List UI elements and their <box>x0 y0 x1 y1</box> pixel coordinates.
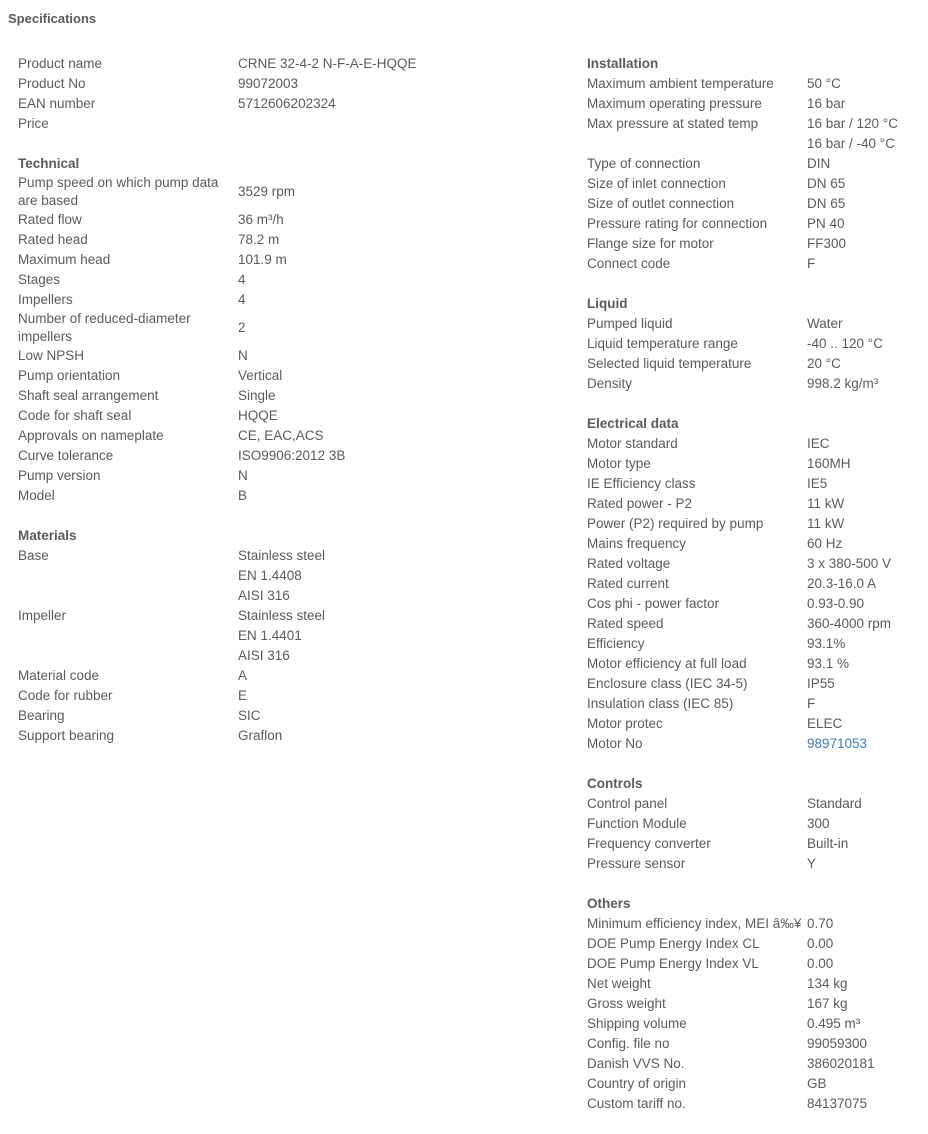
spec-value-line: 101.9 m <box>238 252 287 267</box>
spec-row-motor-type <box>587 454 922 474</box>
spec-row-gross-weight <box>587 994 922 1014</box>
spec-value <box>238 54 538 74</box>
spec-label: Power (P2) required by pump <box>587 516 764 531</box>
spec-label: Rated speed <box>587 616 664 631</box>
spec-value <box>807 834 922 854</box>
spec-label: Stages <box>18 272 61 287</box>
spec-row-liquid-temperature-range <box>587 334 922 354</box>
spec-value <box>807 214 922 234</box>
spec-row-function-module <box>587 814 922 834</box>
spec-label: IE Efficiency class <box>587 476 696 491</box>
spec-value-line: EN 1.4401 <box>238 628 302 643</box>
spec-label: Approvals on nameplate <box>18 428 164 443</box>
spec-label: Mains frequency <box>587 536 687 551</box>
spec-value-line: A <box>238 668 248 683</box>
spec-label: Custom tariff no. <box>587 1096 686 1111</box>
spec-value-line: ISO9906:2012 3B <box>238 448 346 463</box>
spec-value-line: 99059300 <box>807 1036 868 1051</box>
spec-value-line: 11 kW <box>807 516 845 531</box>
spec-value <box>238 182 538 202</box>
spec-label: DOE Pump Energy Index VL <box>587 956 759 971</box>
spec-value-line: 16 bar / 120 °C <box>807 116 898 131</box>
spec-row-mains-frequency <box>587 534 922 554</box>
spec-row-motor-efficiency-at-full-load <box>587 654 922 674</box>
spec-value-line: AISI 316 <box>238 588 290 603</box>
spec-label: Gross weight <box>587 996 666 1011</box>
spec-value <box>238 114 538 134</box>
spec-value <box>807 614 922 634</box>
spec-row-code-for-rubber <box>18 686 538 706</box>
spec-label: Code for rubber <box>18 688 113 703</box>
spec-row-efficiency <box>587 634 922 654</box>
spec-value-line: DN 65 <box>807 196 846 211</box>
spec-row-motor-standard <box>587 434 922 454</box>
spec-row-density <box>587 374 922 394</box>
spec-value <box>807 374 922 394</box>
spec-value-line: 3 x 380-500 V <box>807 556 892 571</box>
spec-value <box>807 494 922 514</box>
spec-row-stages <box>18 270 538 290</box>
page-title: Specifications <box>8 11 97 26</box>
spec-value <box>238 318 538 338</box>
spec-row-approvals-on-nameplate <box>18 426 538 446</box>
spec-label: Pressure sensor <box>587 856 686 871</box>
spec-row-rated-head <box>18 230 538 250</box>
spec-row-rated-current <box>587 574 922 594</box>
spec-value-line: 4 <box>238 272 246 287</box>
spec-row-pump-speed-on-which-pump-data-are-based <box>18 174 538 210</box>
spec-row-connect-code <box>587 254 922 274</box>
spec-value-line: 386020181 <box>807 1056 875 1071</box>
spec-label: Net weight <box>587 976 651 991</box>
spec-row-rated-flow <box>18 210 538 230</box>
spec-value <box>807 634 922 654</box>
spec-value-line: 78.2 m <box>238 232 280 247</box>
spec-value-line: 36 m³/h <box>238 212 284 227</box>
spec-value <box>807 654 922 674</box>
spec-value <box>238 386 538 406</box>
spec-label: Size of inlet connection <box>587 176 726 191</box>
section-title: Liquid <box>587 296 628 311</box>
spec-value-line: 20.3-16.0 A <box>807 576 877 591</box>
spec-value-line: 3529 rpm <box>238 184 296 199</box>
spec-value-line: 300 <box>807 816 830 831</box>
section-title: Electrical data <box>587 416 679 431</box>
spec-value-line: 99072003 <box>238 76 299 91</box>
spec-label: Motor No <box>587 736 643 751</box>
spec-row-doe-pump-energy-index-cl <box>587 934 922 954</box>
spec-value-line: 0.00 <box>807 956 834 971</box>
spec-value <box>807 734 922 754</box>
spec-row-control-panel <box>587 794 922 814</box>
spec-label: Country of origin <box>587 1076 687 1091</box>
spec-label: Product name <box>18 56 103 71</box>
spec-value-line: DIN <box>807 156 831 171</box>
spec-value <box>807 974 922 994</box>
spec-row-flange-size-for-motor <box>587 234 922 254</box>
spec-value <box>807 574 922 594</box>
spec-row-motor-protec <box>587 714 922 734</box>
spec-label: Motor type <box>587 456 651 471</box>
right-spec-column <box>587 54 922 1134</box>
spec-row-ean-number <box>18 94 538 114</box>
spec-value <box>807 1034 922 1054</box>
spec-value-line: CRNE 32-4-2 N-F-A-E-HQQE <box>238 56 417 71</box>
spec-row-danish-vvs-no <box>587 1054 922 1074</box>
spec-label: Enclosure class (IEC 34-5) <box>587 676 748 691</box>
spec-value <box>807 994 922 1014</box>
spec-value <box>807 234 922 254</box>
spec-value-line: Y <box>807 856 817 871</box>
spec-value <box>807 154 922 174</box>
spec-value <box>238 446 538 466</box>
spec-row-power-p2-required-by-pump <box>587 514 922 534</box>
spec-label: Control panel <box>587 796 668 811</box>
spec-label: Type of connection <box>587 156 701 171</box>
spec-value <box>807 254 922 274</box>
spec-row-maximum-head <box>18 250 538 270</box>
spec-row-config-file-no <box>587 1034 922 1054</box>
spec-value <box>807 554 922 574</box>
spec-label: Maximum ambient temperature <box>587 76 774 91</box>
spec-value-line: 93.1% <box>807 636 846 651</box>
spec-label: Config. file no <box>587 1036 670 1051</box>
spec-value <box>807 934 922 954</box>
spec-value <box>238 466 538 486</box>
spec-label: Rated flow <box>18 212 82 227</box>
spec-value-line: SIC <box>238 708 261 723</box>
spec-value-line: 16 bar <box>807 96 846 111</box>
spec-value-line: Vertical <box>238 368 283 383</box>
spec-value-line: 167 kg <box>807 996 848 1011</box>
spec-value <box>238 210 538 230</box>
spec-label: EAN number <box>18 96 96 111</box>
spec-value <box>807 534 922 554</box>
spec-row-product-name <box>18 54 538 74</box>
spec-row-frequency-converter <box>587 834 922 854</box>
spec-row-impellers <box>18 290 538 310</box>
spec-row-insulation-class-iec-85 <box>587 694 922 714</box>
spec-row-ie-efficiency-class <box>587 474 922 494</box>
spec-value <box>238 726 538 746</box>
spec-value <box>807 74 922 94</box>
spec-value-line: Stainless steel <box>238 608 326 623</box>
spec-value-line: CE, EAC,ACS <box>238 428 324 443</box>
spec-value-line: Graflon <box>238 728 283 743</box>
spec-row-base <box>18 546 538 606</box>
spec-value-line: E <box>238 688 248 703</box>
spec-value-line: Stainless steel <box>238 548 326 563</box>
spec-row-doe-pump-energy-index-vl <box>587 954 922 974</box>
spec-label: Material code <box>18 668 100 683</box>
section-title: Installation <box>587 56 659 71</box>
spec-value <box>807 174 922 194</box>
spec-value-line: FF300 <box>807 236 847 251</box>
spec-label: Flange size for motor <box>587 236 714 251</box>
spec-value-line: 360-4000 rpm <box>807 616 892 631</box>
spec-value-line: N <box>238 468 248 483</box>
spec-value <box>807 474 922 494</box>
spec-label: Support bearing <box>18 728 115 743</box>
spec-label: Selected liquid temperature <box>587 356 752 371</box>
spec-row-support-bearing <box>18 726 538 746</box>
spec-label: Size of outlet connection <box>587 196 735 211</box>
spec-value <box>807 1054 922 1074</box>
spec-value <box>807 794 922 814</box>
spec-value-line: 998.2 kg/m³ <box>807 376 879 391</box>
spec-value <box>807 1074 922 1094</box>
spec-value-line: 93.1 % <box>807 656 850 671</box>
spec-value <box>807 514 922 534</box>
spec-value <box>238 706 538 726</box>
spec-label: Density <box>587 376 633 391</box>
spec-row-number-of-reduced-diameter-impellers <box>18 310 538 346</box>
spec-label: Curve tolerance <box>18 448 114 463</box>
spec-value-line: F <box>807 696 816 711</box>
spec-row-pump-version <box>18 466 538 486</box>
spec-row-pressure-rating-for-connection <box>587 214 922 234</box>
spec-row-impeller <box>18 606 538 666</box>
spec-row-rated-voltage <box>587 554 922 574</box>
spec-value <box>238 666 538 686</box>
spec-label: Bearing <box>18 708 65 723</box>
spec-row-maximum-operating-pressure <box>587 94 922 114</box>
spec-label: Rated voltage <box>587 556 671 571</box>
spec-label: Pumped liquid <box>587 316 673 331</box>
spec-label: Code for shaft seal <box>18 408 132 423</box>
spec-value <box>807 714 922 734</box>
spec-value <box>238 74 538 94</box>
spec-value-line: 0.93-0.90 <box>807 596 865 611</box>
spec-value-line: 0.495 m³ <box>807 1016 861 1031</box>
spec-label: Cos phi - power factor <box>587 596 720 611</box>
spec-value <box>238 686 538 706</box>
spec-value-line: 50 °C <box>807 76 841 91</box>
spec-value-line: N <box>238 348 248 363</box>
spec-label: Pump version <box>18 468 101 483</box>
spec-label: Insulation class (IEC 85) <box>587 696 734 711</box>
spec-value <box>807 354 922 374</box>
spec-row-motor-no <box>587 734 922 754</box>
spec-value <box>807 94 922 114</box>
spec-label: Price <box>18 116 49 131</box>
spec-value <box>807 954 922 974</box>
spec-section-technical <box>18 154 538 506</box>
spec-row-code-for-shaft-seal <box>18 406 538 426</box>
spec-value-line <box>238 114 538 134</box>
spec-label: Connect code <box>587 256 671 271</box>
spec-label: Product No <box>18 76 86 91</box>
spec-label: Motor protec <box>587 716 663 731</box>
spec-value <box>807 194 922 214</box>
spec-section-others <box>587 894 922 1114</box>
spec-row-model <box>18 486 538 506</box>
spec-value <box>238 486 538 506</box>
spec-value <box>807 454 922 474</box>
spec-value <box>807 434 922 454</box>
spec-value-line: 20 °C <box>807 356 841 371</box>
spec-label: Shaft seal arrangement <box>18 388 159 403</box>
spec-row-product-no <box>18 74 538 94</box>
spec-label: Frequency converter <box>587 836 711 851</box>
spec-label: Base <box>18 548 49 563</box>
spec-section-liquid <box>587 294 922 394</box>
spec-value <box>238 366 538 386</box>
spec-value <box>807 1014 922 1034</box>
spec-label: Model <box>18 488 55 503</box>
spec-label: Minimum efficiency index, MEI â‰¥ <box>587 916 802 931</box>
spec-row-minimum-efficiency-index-mei <box>587 914 922 934</box>
spec-value <box>807 674 922 694</box>
spec-label: Impeller <box>18 608 67 623</box>
spec-label: Max pressure at stated temp <box>587 116 759 131</box>
spec-row-price <box>18 114 538 134</box>
spec-value <box>238 230 538 250</box>
spec-value-line: B <box>238 488 248 503</box>
spec-value <box>807 314 922 334</box>
spec-value-line: PN 40 <box>807 216 845 231</box>
spec-row-rated-power-p2 <box>587 494 922 514</box>
spec-value-line: Built-in <box>807 836 849 851</box>
spec-value <box>807 1094 922 1114</box>
spec-section-materials <box>18 526 538 746</box>
spec-section-electrical-data <box>587 414 922 754</box>
spec-value-line: Standard <box>807 796 862 811</box>
spec-value-line: IEC <box>807 436 830 451</box>
spec-label: Impellers <box>18 292 73 307</box>
spec-label: Rated head <box>18 232 88 247</box>
spec-row-size-of-inlet-connection <box>587 174 922 194</box>
spec-row-curve-tolerance <box>18 446 538 466</box>
spec-value <box>807 594 922 614</box>
spec-row-pumped-liquid <box>587 314 922 334</box>
spec-label: Liquid temperature range <box>587 336 738 351</box>
spec-row-size-of-outlet-connection <box>587 194 922 214</box>
spec-value-line: 0.00 <box>807 936 834 951</box>
section-title: Controls <box>587 776 643 791</box>
spec-label: Function Module <box>587 816 687 831</box>
spec-row-pump-orientation <box>18 366 538 386</box>
spec-value-line: AISI 316 <box>238 648 290 663</box>
spec-value <box>238 426 538 446</box>
left-spec-column <box>18 54 538 766</box>
spec-label: DOE Pump Energy Index CL <box>587 936 760 951</box>
spec-row-maximum-ambient-temperature <box>587 74 922 94</box>
spec-label: Maximum operating pressure <box>587 96 762 111</box>
spec-section-installation <box>587 54 922 274</box>
spec-value <box>807 914 922 934</box>
spec-value-line: IE5 <box>807 476 828 491</box>
spec-row-max-pressure-at-stated-temp <box>587 114 922 154</box>
spec-row-selected-liquid-temperature <box>587 354 922 374</box>
spec-label: Rated current <box>587 576 669 591</box>
spec-label: Shipping volume <box>587 1016 687 1031</box>
spec-row-shipping-volume <box>587 1014 922 1034</box>
spec-value-line: ELEC <box>807 716 843 731</box>
spec-value <box>807 694 922 714</box>
spec-value-line: 60 Hz <box>807 536 843 551</box>
spec-value <box>807 334 922 354</box>
spec-value-line: EN 1.4408 <box>238 568 302 583</box>
spec-value-line: 84137075 <box>807 1096 868 1111</box>
spec-value-line: HQQE <box>238 408 278 423</box>
spec-value <box>807 814 922 834</box>
spec-value <box>238 346 538 366</box>
spec-section-controls <box>587 774 922 874</box>
spec-value <box>238 546 538 606</box>
spec-section-general <box>18 54 538 134</box>
spec-value-line: 160MH <box>807 456 851 471</box>
spec-row-pressure-sensor <box>587 854 922 874</box>
spec-value-line: 134 kg <box>807 976 848 991</box>
spec-row-enclosure-class-iec-34-5 <box>587 674 922 694</box>
spec-label: Pressure rating for connection <box>587 216 768 231</box>
spec-value-line: 16 bar / -40 °C <box>807 136 895 151</box>
spec-value-line: Single <box>238 388 276 403</box>
spec-label: Maximum head <box>18 252 111 267</box>
spec-value <box>238 606 538 666</box>
spec-value <box>807 854 922 874</box>
spec-row-bearing <box>18 706 538 726</box>
spec-label: Pump speed on which pump data are based <box>18 175 219 208</box>
spec-value-line: 4 <box>238 292 246 307</box>
spec-label: Number of reduced-diameter impellers <box>18 311 191 344</box>
spec-value-line: 5712606202324 <box>238 96 336 111</box>
spec-value <box>238 270 538 290</box>
spec-value <box>238 290 538 310</box>
spec-value-line: -40 .. 120 °C <box>807 336 883 351</box>
spec-value <box>238 250 538 270</box>
section-title: Others <box>587 896 631 911</box>
spec-row-net-weight <box>587 974 922 994</box>
spec-row-rated-speed <box>587 614 922 634</box>
spec-label: Low NPSH <box>18 348 85 363</box>
spec-row-custom-tariff-no <box>587 1094 922 1114</box>
spec-label: Pump orientation <box>18 368 121 383</box>
spec-label: Rated power - P2 <box>587 496 693 511</box>
spec-value-line: 11 kW <box>807 496 845 511</box>
spec-value-line: IP55 <box>807 676 835 691</box>
motor-number-link[interactable]: 98971053 <box>807 736 868 751</box>
spec-row-material-code <box>18 666 538 686</box>
section-title: Materials <box>18 528 77 543</box>
spec-value-line: 2 <box>238 320 246 335</box>
spec-value-line: DN 65 <box>807 176 846 191</box>
spec-row-low-npsh <box>18 346 538 366</box>
spec-value-line: 0.70 <box>807 916 834 931</box>
spec-value <box>238 406 538 426</box>
spec-value-line: GB <box>807 1076 827 1091</box>
spec-label: Motor standard <box>587 436 678 451</box>
spec-row-type-of-connection <box>587 154 922 174</box>
spec-value <box>807 114 922 154</box>
spec-value <box>238 94 538 114</box>
spec-label: Danish VVS No. <box>587 1056 685 1071</box>
spec-label: Motor efficiency at full load <box>587 656 747 671</box>
spec-value-line: F <box>807 256 816 271</box>
spec-row-country-of-origin <box>587 1074 922 1094</box>
section-title: Technical <box>18 156 80 171</box>
spec-row-cos-phi-power-factor <box>587 594 922 614</box>
spec-label: Efficiency <box>587 636 645 651</box>
spec-value-line: Water <box>807 316 843 331</box>
spec-row-shaft-seal-arrangement <box>18 386 538 406</box>
